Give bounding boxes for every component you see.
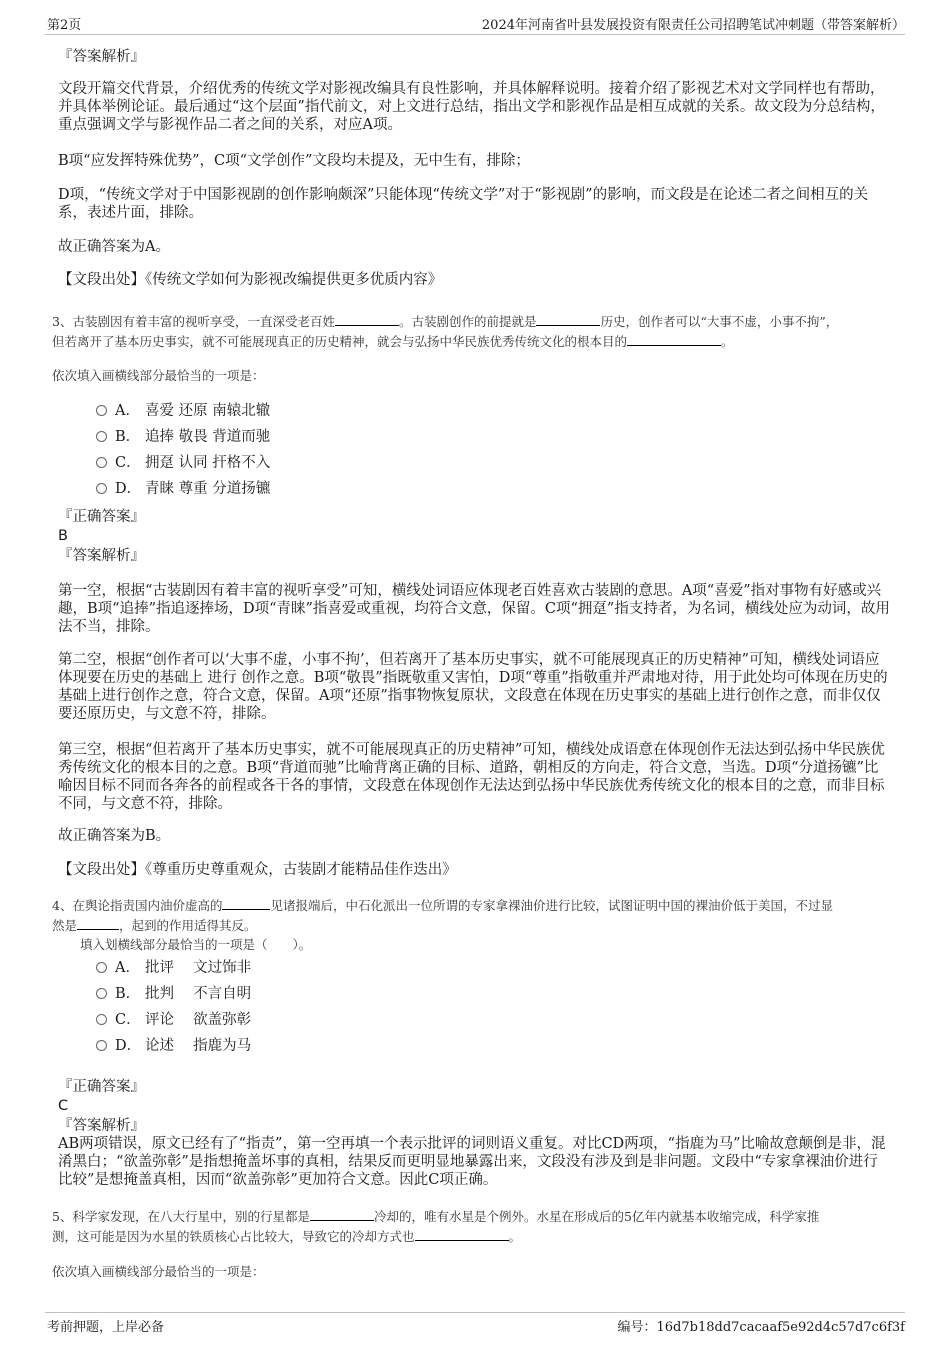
q4-blank-1: [222, 897, 270, 910]
q3-instruction: 依次填入画横线部分最恰当的一项是：: [52, 368, 265, 383]
q3-option-c[interactable]: C． 拥趸 认同 扞格不入: [96, 454, 270, 472]
radio-icon[interactable]: [96, 988, 107, 999]
q2-analysis-para-3: D项，“传统文学对于中国影视剧的创作影响颇深”只能体现“传统文学”对于“影视剧”的影响，而文段是在论述二者之间相互的关系，表述片面，排除。: [58, 187, 869, 221]
radio-icon[interactable]: [96, 405, 107, 416]
q2-source: 【文段出处】《传统文学如何为影视改编提供更多优质内容》: [58, 272, 443, 288]
q3-source: 【文段出处】《尊重历史尊重观众，古装剧才能精品佳作迭出》: [58, 862, 457, 878]
q4-analysis: AB两项错误，原文已经有了“指责”，第一空再填一个表示批评的词则语义重复。对比CD两项，“指鹿为马”比喻故意颠倒是非，混淆黑白；“欲盖弥彰”是指想掩盖坏事的真相，结果反而更明显地暴露出来，文段没有涉及到是非问题。文段中“专家拿裸油价进行比较”是想掩盖真相，因而“欲盖弥彰”更加符合文意。因此C项正确。: [58, 1136, 886, 1188]
page-number: 第2页: [47, 18, 82, 33]
q2-conclusion: 故正确答案为A。: [58, 239, 170, 255]
q4-analysis-label: 『答案解析』: [58, 1118, 145, 1134]
q5-instruction: 依次填入画横线部分最恰当的一项是：: [52, 1264, 265, 1279]
q3-analysis-label: 『答案解析』: [58, 548, 145, 564]
q3-analysis-para-2: 第二空，根据“创作者可以‘大事不虚，小事不拘’，但若离开了基本历史事实，就不可能展现真正的历史精神”可知，横线处词语应体现要在历史的基础上 进行 创作之意。B项“敬畏”指既敬重又害怕，D项“尊重”指敬重并严肃地对待，用于此处均可体现在历史的基础上进行创作之意，符合文意，保留。A项“还原”指事物恢复原状，文段意在体现在历史事实的基础上进行创作之意，而非仅仅要还原历史，与文意不符，排除。: [58, 652, 888, 722]
q4-correct-label: 『正确答案』: [58, 1079, 145, 1095]
q2-analysis-label: 『答案解析』: [58, 49, 145, 65]
q3-blank-3: [627, 333, 721, 346]
q3-option-a[interactable]: A． 喜爱 还原 南辕北辙: [96, 402, 270, 420]
footer-slogan: 考前押题，上岸必备: [47, 1320, 165, 1335]
q4-option-d[interactable]: D． 论述 指鹿为马: [96, 1037, 251, 1055]
q3-correct-answer: B: [58, 528, 68, 544]
q3-blank-2: [536, 313, 600, 326]
radio-icon[interactable]: [96, 457, 107, 468]
radio-icon[interactable]: [96, 1014, 107, 1025]
q2-analysis-para-1: 文段开篇交代背景，介绍优秀的传统文学对影视改编具有良性影响，并具体解释说明。接着介绍了影视艺术对文学同样也有帮助，并具体举例论证。最后通过“这个层面”指代前文，对上文进行总结，指出文学和影视作品是相互成就的关系。故文段为分总结构，重点强调文学与影视作品二者之间的关系，对应A项。: [58, 81, 885, 133]
page-footer: [45, 1312, 905, 1335]
q3-analysis-para-1: 第一空，根据“古装剧因有着丰富的视听享受”可知，横线处词语应体现老百姓喜欢古装剧的意思。A项“喜爱”指对事物有好感或兴趣，B项“追捧”指追逐捧场，D项“青睐”指喜爱或重视，均符合文意，保留。C项“拥趸”指支持者，为名词，横线处应为动词，故用法不当，排除。: [58, 583, 890, 635]
radio-icon[interactable]: [96, 431, 107, 442]
page-header: [45, 12, 905, 35]
q3-option-d[interactable]: D． 青睐 尊重 分道扬镳: [96, 480, 270, 498]
q5-blank-1: [310, 1208, 374, 1221]
q4-option-c[interactable]: C． 评论 欲盖弥彰: [96, 1011, 251, 1029]
q5-stem: 5、科学家发现，在八大行星中，别的行星都是 冷却的，唯有水星是个例外。水星在形成后的5亿年内就基本收缩完成，科学家推 测，这可能是因为水星的铁质核心占比较大，导致它的冷却方式也 。: [52, 1209, 820, 1244]
q3-option-b[interactable]: B． 追捧 敬畏 背道而驰: [96, 428, 270, 446]
q3-conclusion: 故正确答案为B。: [58, 828, 171, 844]
q4-option-b[interactable]: B． 批判 不言自明: [96, 985, 251, 1003]
q3-correct-label: 『正确答案』: [58, 509, 145, 525]
radio-icon[interactable]: [96, 962, 107, 973]
q4-option-a[interactable]: A． 批评 文过饰非: [96, 959, 251, 977]
document-id: 编号：16d7b18dd7cacaaf5e92d4c57d7c6f3f: [617, 1320, 905, 1335]
radio-icon[interactable]: [96, 1040, 107, 1051]
q4-stem: 4、在舆论指责国内油价虚高的 见诸报端后，中石化派出一位所谓的专家拿裸油价进行比较，试图证明中国的裸油价低于美国，不过显 然是 ，起到的作用适得其反。: [52, 898, 833, 933]
radio-icon[interactable]: [96, 483, 107, 494]
q4-instruction: 填入划横线部分最恰当的一项是（ ）。: [80, 937, 312, 952]
q4-correct-answer: C: [58, 1098, 69, 1114]
q4-blank-2: [77, 917, 119, 930]
document-title: 2024年河南省叶县发展投资有限责任公司招聘笔试冲刺题（带答案解析）: [481, 18, 905, 33]
q2-analysis-para-2: B项“应发挥特殊优势”，C项“文学创作”文段均未提及，无中生有，排除；: [58, 153, 530, 169]
q3-stem: 3、古装剧因有着丰富的视听享受，一直深受老百姓 。古装剧创作的前提就是 历史，创作者可以“大事不虚，小事不拘”， 但若离开了基本历史事实，就不可能展现真正的历史精神，就会与弘扬中华民族优秀传统文化的根本目的 。: [52, 314, 839, 349]
q3-blank-1: [335, 313, 399, 326]
q3-analysis-para-3: 第三空，根据“但若离开了基本历史事实，就不可能展现真正的历史精神”可知，横线处成语意在体现创作无法达到弘扬中华民族优秀传统文化的根本目的之意。B项“背道而驰”比喻背离正确的目标、道路，朝相反的方向走，符合文意，当选。D项“分道扬镳”比喻因目标不同而各奔各的前程或各干各的事情，文段意在体现创作无法达到弘扬中华民族优秀传统文化的根本目的之意，而非目标不同，与文意不符，排除。: [58, 742, 885, 812]
q5-blank-2: [415, 1228, 509, 1241]
